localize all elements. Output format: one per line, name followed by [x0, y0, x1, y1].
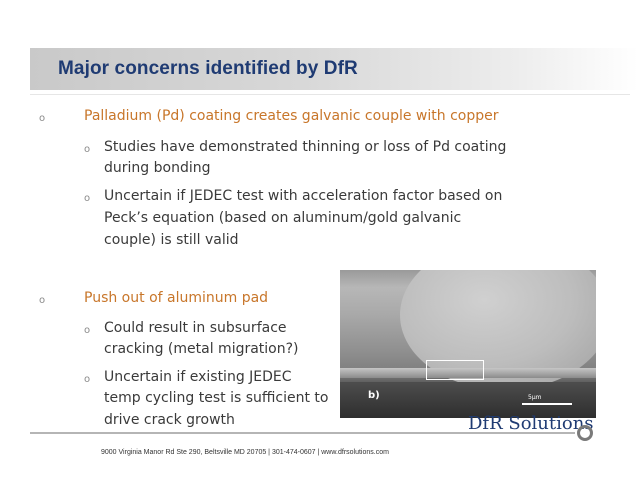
sub-bullet-2-2-line-1: Uncertain if existing JEDEC	[104, 369, 292, 385]
title-divider	[30, 94, 630, 95]
bullet-1-text: Palladium (Pd) coating creates galvanic couple with copper	[84, 108, 499, 124]
sub-bullet-1-2-line-2: Peck’s equation (based on aluminum/gold galvanic	[104, 210, 462, 226]
sub-bullet-marker: o	[84, 193, 91, 204]
sem-micrograph-image	[340, 270, 596, 418]
footer-contact: 9000 Virginia Manor Rd Ste 290, Beltsville MD 20705 | 301-474-0607 | www.dfrsolutions.com	[101, 449, 389, 456]
sub-bullet-marker: o	[84, 325, 91, 336]
sub-bullet-2-2-line-2: temp cycling test is sufficient to	[104, 390, 329, 406]
company-logo: DfR Solutions	[468, 413, 594, 434]
bullet-marker: o	[39, 113, 46, 124]
sub-bullet-2-2-line-3: drive crack growth	[104, 412, 235, 428]
bullet-2-text: Push out of aluminum pad	[84, 290, 269, 306]
sub-bullet-1-2-line-3: couple) is still valid	[104, 232, 239, 248]
highlight-box	[426, 360, 484, 380]
logo-ring-icon	[577, 425, 593, 441]
scale-bar-label: 5μm	[528, 394, 542, 401]
scale-bar	[522, 403, 572, 405]
slide-title: Major concerns identified by DfR	[58, 58, 358, 79]
sub-bullet-marker: o	[84, 144, 91, 155]
sub-bullet-1-2-line-1: Uncertain if JEDEC test with acceleration factor based on	[104, 188, 503, 204]
sub-bullet-1-1-line-1: Studies have demonstrated thinning or loss of Pd coating	[104, 139, 507, 155]
bullet-marker: o	[39, 295, 46, 306]
sub-bullet-1-1-line-2: during bonding	[104, 160, 211, 176]
image-label: b)	[368, 390, 380, 401]
sub-bullet-2-1-line-1: Could result in subsurface	[104, 320, 287, 336]
sub-bullet-2-1-line-2: cracking (metal migration?)	[104, 341, 299, 357]
sub-bullet-marker: o	[84, 374, 91, 385]
